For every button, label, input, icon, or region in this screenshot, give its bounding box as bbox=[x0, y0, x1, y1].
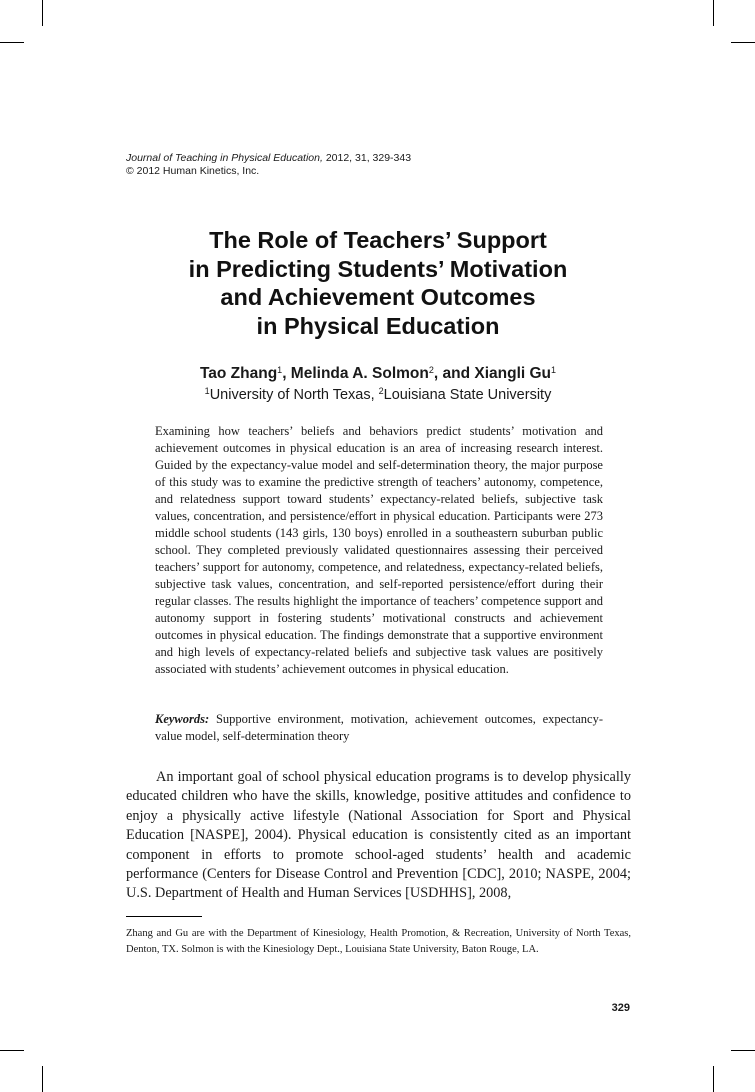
body-paragraph: An important goal of school physical education programs is to develop physically educated children who have the skills, knowledge, positive attitudes and confidence to enjoy a physically active lifestyle (National Association for Sport and Physical Education [NASPE], 2004). Physical education is consistently cited as an important component in efforts to promote school-aged students’ health and academic performance (Centers for Disease Control and Prevention [CDC], 2010; NASPE, 2004; U.S. Department of Health and Human Services [USDHHS], 2008, bbox=[126, 769, 631, 902]
affiliation-marker: 1 bbox=[204, 386, 210, 396]
title-line: The Role of Teachers’ Support bbox=[209, 227, 547, 253]
title-line: and Achievement Outcomes bbox=[220, 284, 536, 310]
institution: Louisiana State University bbox=[383, 387, 552, 403]
author-name: , Melinda A. Solmon bbox=[282, 365, 429, 382]
affiliations bbox=[100, 386, 656, 405]
title-line: in Predicting Students’ Motivation bbox=[188, 255, 568, 282]
journal-header bbox=[126, 152, 546, 178]
copyright-line: © 2012 Human Kinetics, Inc. bbox=[126, 165, 260, 177]
abstract: Examining how teachers’ beliefs and behaviors predict students’ motivation and achievement outcomes in physical education is an area of increasing research interest. Guided by the expectancy-value model and self-determination theory, the major purpose of this study was to examine the predictive strength of teachers’ autonomy, competence, and relatedness support toward students’ expectancy-related beliefs, subjective task values, concentration, and persistence/effort in physical education. Participants were 273 middle school students (143 girls, 130 boys) enrolled in a southeastern suburban public school. They completed previously validated questionnaires assessing their perceived teachers’ support for autonomy, competence, and relatedness, expectancy-related beliefs, subjective task values, concentration, and self-reported persistence/effort during their regular classes. The results highlight the importance of teachers’ competence support and autonomy support in fostering students’ motivational constructs and achievement outcomes in physical education. The findings demonstrate that a supportive environment and high levels of expectancy-related beliefs and subjective task values are positively associated with students’ achievement outcomes in physical education. bbox=[155, 424, 603, 676]
institution: University of North Texas, bbox=[209, 387, 379, 403]
crop-mark bbox=[0, 42, 24, 43]
journal-name: Journal of Teaching in Physical Education, bbox=[126, 152, 323, 164]
author-name: Tao Zhang bbox=[199, 365, 278, 382]
paper-title bbox=[100, 226, 656, 340]
crop-mark bbox=[713, 0, 714, 26]
footnote: Zhang and Gu are with the Department of Kinesiology, Health Promotion, & Recreation, University of North Texas, Denton, TX. Solmon is with the Kinesiology Dept., Louisiana State University, Baton Rouge, LA. bbox=[126, 928, 631, 955]
page-number: 329 bbox=[611, 1002, 630, 1014]
keywords bbox=[155, 711, 603, 745]
author-list bbox=[100, 364, 656, 384]
citation-info: 2012, 31, 329-343 bbox=[322, 152, 412, 164]
crop-mark bbox=[731, 42, 755, 43]
affiliation-marker: 2 bbox=[378, 386, 384, 396]
footnote-rule bbox=[126, 916, 202, 917]
keywords-text: Supportive environment, motivation, achievement outcomes, expectancy-value model, self-determination theory bbox=[155, 712, 603, 743]
crop-mark bbox=[42, 0, 43, 26]
crop-mark bbox=[731, 1050, 755, 1051]
affiliation-marker: 1 bbox=[551, 365, 557, 375]
crop-mark bbox=[713, 1066, 714, 1092]
author-name: , and Xiangli Gu bbox=[433, 365, 552, 382]
crop-mark bbox=[0, 1050, 24, 1051]
citation-line bbox=[126, 152, 546, 165]
affiliation-marker: 1 bbox=[277, 365, 283, 375]
title-line: in Physical Education bbox=[256, 312, 500, 339]
affiliation-marker: 2 bbox=[428, 365, 434, 375]
crop-mark bbox=[42, 1066, 43, 1092]
keywords-label: Keywords: bbox=[155, 712, 210, 726]
